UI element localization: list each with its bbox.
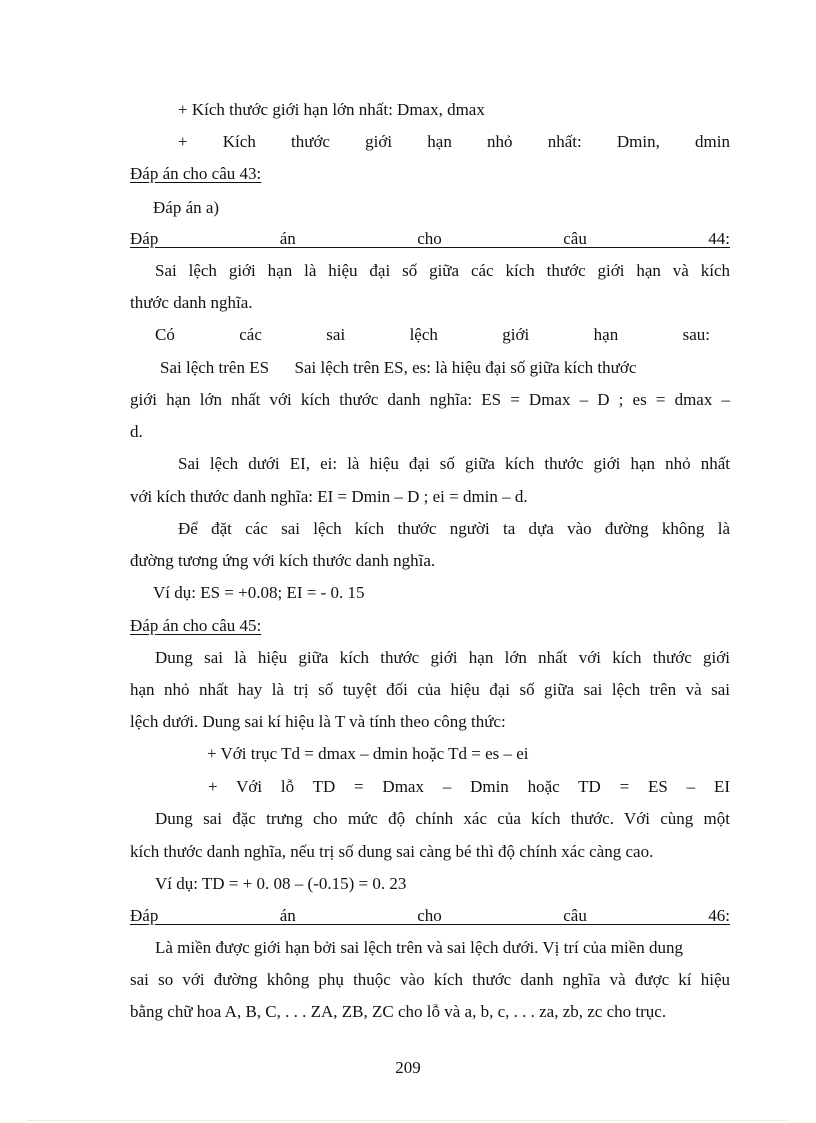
text-line: Có các sai lệch giới hạn sau: (155, 325, 710, 344)
text-line: Ví dụ: ES = +0.08; EI = - 0. 15 (153, 583, 365, 602)
text-line: với kích thước danh nghĩa: EI = Dmin – D ; ei = dmin – d. (130, 487, 528, 506)
text-line: đường tương ứng với kích thước danh nghĩa. (130, 551, 436, 570)
formula-line: + Với trục Td = dmax – dmin hoặc Td = es – ei (207, 744, 529, 763)
text-line: Sai lệch giới hạn là hiệu đại số giữa các kích thước giới hạn và kích (155, 261, 730, 280)
section-heading-44: Đáp án cho câu 44: (130, 229, 730, 248)
text-line: Để đặt các sai lệch kích thước người ta dựa vào đường không là (178, 519, 730, 538)
text-line: kích thước danh nghĩa, nếu trị số dung sai càng bé thì độ chính xác càng cao. (130, 842, 654, 861)
text-line: Đáp án a) (153, 198, 220, 217)
text-line: giới hạn lớn nhất với kích thước danh nghĩa: ES = Dmax – D ; es = dmax – (130, 390, 730, 409)
text-line: bằng chữ hoa A, B, C, . . . ZA, ZB, ZC cho lỗ và a, b, c, . . . za, zb, zc cho trục. (130, 1002, 667, 1021)
text-line: Sai lệch trên ES Sai lệch trên ES, es: là hiệu đại số giữa kích thước (160, 358, 637, 377)
section-heading-46: Đáp án cho câu 46: (130, 906, 730, 925)
page-number: 209 (395, 1058, 421, 1077)
text-line: lệch dưới. Dung sai kí hiệu là T và tính theo công thức: (130, 712, 506, 731)
page-bottom-border (28, 1120, 788, 1121)
text-line: d. (130, 422, 143, 441)
section-heading-45: Đáp án cho câu 45: (130, 616, 262, 635)
text-line: sai so với đường không phụ thuộc vào kích thước danh nghĩa và được kí hiệu (130, 970, 730, 989)
text-line: + Kích thước giới hạn lớn nhất: Dmax, dmax (178, 100, 485, 119)
text-line: + Kích thước giới hạn nhỏ nhất: Dmin, dmin (178, 132, 730, 151)
text-line: Là miền được giới hạn bởi sai lệch trên và sai lệch dưới. Vị trí của miền dung (155, 938, 684, 957)
text-line: Dung sai là hiệu giữa kích thước giới hạn lớn nhất với kích thước giới (155, 648, 730, 667)
text-line: thước danh nghĩa. (130, 293, 253, 312)
text-line: Ví dụ: TD = + 0. 08 – (-0.15) = 0. 23 (155, 874, 407, 893)
section-heading-43: Đáp án cho câu 43: (130, 164, 262, 183)
text-line: hạn nhỏ nhất hay là trị số tuyệt đối của hiệu đại số giữa sai lệch trên và sai (130, 680, 730, 699)
formula-line: + Với lỗ TD = Dmax – Dmin hoặc TD = ES – EI (208, 777, 730, 796)
text-line: Dung sai đặc trưng cho mức độ chính xác của kích thước. Với cùng một (155, 809, 730, 828)
text-line: Sai lệch dưới EI, ei: là hiệu đại số giữa kích thước giới hạn nhỏ nhất (178, 454, 730, 473)
